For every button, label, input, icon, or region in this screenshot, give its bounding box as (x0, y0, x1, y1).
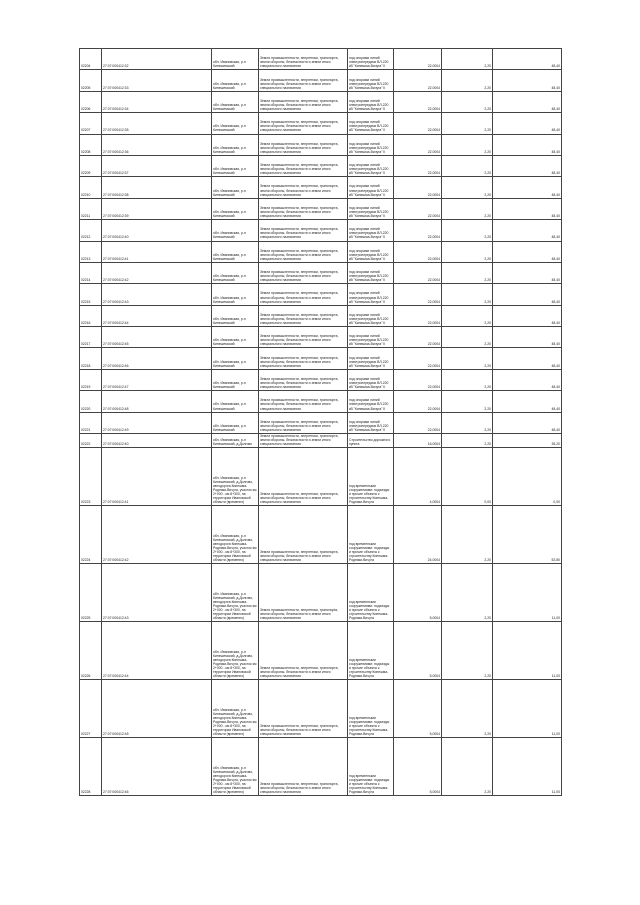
cell-rate-value: 2,20 (442, 262, 493, 283)
cell-permitted-use: под временными сооружениями: подъезды и прочие объекты к строительству Кинешма-Родники-Вичуга (348, 448, 394, 506)
cell-address: обл. Ивановская, р-н Кинешемский (212, 412, 259, 433)
cell-land-category: Земли промышленности, энергетики, транспорта, земли обороны, безопасности и земли иного специального назначения (259, 70, 348, 91)
cell-row-id: 02211 (80, 198, 102, 219)
cell-address: обл. Ивановская, р-н Кинешемский (212, 91, 259, 112)
cell-row-id: 02226 (80, 622, 102, 680)
cell-land-category: Земли промышленности, энергетики, транспорта, земли обороны, безопасности и земли иного специального назначения (259, 448, 348, 506)
cell-row-id: 02216 (80, 305, 102, 326)
cell-land-category: Земли промышленности, энергетики, транспорta, земли обороны, безопасности и земли иного специального назначения (259, 564, 348, 622)
cell-row-id: 02206 (80, 91, 102, 112)
cell-cadastral-number: 27:07:000412:43 (102, 284, 212, 305)
cell-address: обл. Ивановская, р-н Кинешемский (212, 134, 259, 155)
cell-area-value: 22,0004 (394, 284, 442, 305)
table-row (80, 622, 562, 680)
cell-cost-value: 48,40 (493, 177, 562, 198)
table-row (80, 220, 562, 241)
cell-permitted-use: под опорами линий электропередачи ВЛ-220 кВ "Кинешма-Вичуга" II (348, 49, 394, 70)
cell-permitted-use: под опорами линий электропередачи ВЛ-220 кВ "Кинешма-Вичуга" II (348, 391, 394, 412)
cell-rate-value: 2,20 (442, 70, 493, 91)
cell-land-category: Земли промышленности, энергетики, транспорта, земли обороны, безопасности и земли иного специального назначения (259, 49, 348, 70)
cell-area-value: 22,0004 (394, 305, 442, 326)
cell-land-category: Земли промышленности, энергетики, транспорта, земли обороны, безопасности и земли иного специального назначения (259, 305, 348, 326)
cell-cost-value: 11,00 (493, 680, 562, 738)
cell-cadastral-number: 27:07:000412:38 (102, 177, 212, 198)
cell-area-value: 22,0004 (394, 70, 442, 91)
cell-cost-value: 48,40 (493, 155, 562, 176)
cell-cadastral-number: 27:07:000412:42 (102, 262, 212, 283)
cell-row-id: 02225 (80, 564, 102, 622)
cell-cadastral-number: 27:07:000412:40 (102, 434, 212, 448)
cell-permitted-use: под опорами линий электропередачи ВЛ-220 кВ "Кинешма-Вичуга" II (348, 220, 394, 241)
cell-row-id: 02212 (80, 220, 102, 241)
cell-row-id: 02213 (80, 241, 102, 262)
cell-area-value: 22,0004 (394, 134, 442, 155)
cell-row-id: 02218 (80, 348, 102, 369)
cell-rate-value: 2,20 (442, 177, 493, 198)
cell-land-category: Земли промышленности, энергетики, транспорта, земли обороны, безопасности и земли иного специального назначения (259, 284, 348, 305)
cell-cost-value: 48,40 (493, 348, 562, 369)
table-row (80, 369, 562, 390)
cell-rate-value: 2,20 (442, 369, 493, 390)
cell-rate-value: 2,20 (442, 391, 493, 412)
cell-cost-value: 48,40 (493, 369, 562, 390)
cell-row-id: 02222 (80, 434, 102, 448)
cell-rate-value: 2,20 (442, 506, 493, 564)
cell-cadastral-number: 27:07:000412:47 (102, 369, 212, 390)
table-row (80, 448, 562, 506)
cell-area-value: 22,0004 (394, 241, 442, 262)
cell-cadastral-number: 27:07:000412:41 (102, 241, 212, 262)
cell-area-value: 5,0004 (394, 738, 442, 796)
cell-area-value: 22,0004 (394, 113, 442, 134)
cell-address: обл. Ивановская, р-н Кинешемский, д.Долгово, автодорога Кинешма-Родники-Вичуга, участок км 2+000 - км 8+300, на территории Ивановской области (временно) (212, 680, 259, 738)
cell-row-id: 02224 (80, 506, 102, 564)
cell-row-id: 02215 (80, 284, 102, 305)
cell-area-value: 16,0004 (394, 434, 442, 448)
cell-cost-value: 48,40 (493, 49, 562, 70)
cell-cadastral-number: 27:07:000412:44 (102, 622, 212, 680)
cell-land-category: Земли промышленности, энергетики, транспорта, земли обороны, безопасности и земли иного специального назначения (259, 198, 348, 219)
cell-cadastral-number: 27:07:000412:39 (102, 198, 212, 219)
cell-address: обл. Ивановская, р-н Кинешемский, д.Долгово, автодорога Кинешма-Родники-Вичуга, участок км 2+000 - км 8+300, на территории Ивановской области (временно) (212, 738, 259, 796)
table-row (80, 327, 562, 348)
cell-area-value: 22,0004 (394, 327, 442, 348)
cell-land-category: Земли промышленности, энергетики, транспорта, земли обороны, безопасности и земли иного специального назначения (259, 91, 348, 112)
cell-row-id: 02205 (80, 70, 102, 91)
table-body (80, 49, 562, 796)
document-sheet (79, 48, 561, 796)
cell-row-id: 02208 (80, 134, 102, 155)
cell-address: обл. Ивановская, р-н Кинешемский (212, 391, 259, 412)
table-row (80, 564, 562, 622)
table-row (80, 506, 562, 564)
cell-area-value: 24,0004 (394, 506, 442, 564)
cell-cadastral-number: 27:07:000412:49 (102, 412, 212, 433)
cell-cost-value: 48,40 (493, 284, 562, 305)
table-row (80, 348, 562, 369)
cell-rate-value: 2,20 (442, 284, 493, 305)
table-row (80, 113, 562, 134)
cell-cost-value: 48,40 (493, 391, 562, 412)
cell-land-category: Земли промышленности, энергетики, транспорта, земли обороны, безопасности и земли иного специального назначения (259, 220, 348, 241)
table-row (80, 680, 562, 738)
cell-permitted-use: под временными сооружениями: подъезды и прочие объекты к строительству Кинешма-Родники-Вичуга (348, 680, 394, 738)
cell-land-category: Земли промышленности, энергетики, транспорта, земли обороны, безопасности и земли иного специального назначения (259, 155, 348, 176)
cell-land-category: Земли промышленности, энергетики, транспорта, земли обороны, безопасности и земли иного специального назначения (259, 434, 348, 448)
cell-row-id: 02209 (80, 155, 102, 176)
cell-permitted-use: под опорами линий электропередачи ВЛ-220 кВ "Кинешма-Вичуга" II (348, 70, 394, 91)
cell-area-value: 22,0004 (394, 177, 442, 198)
cell-rate-value: 2,20 (442, 198, 493, 219)
cell-cost-value: 48,40 (493, 241, 562, 262)
cell-rate-value: 2,20 (442, 564, 493, 622)
cell-area-value: 22,0004 (394, 369, 442, 390)
cell-area-value: 22,0004 (394, 262, 442, 283)
cell-area-value: 22,0004 (394, 391, 442, 412)
cell-address: обл. Ивановская, р-н Кинешемский (212, 262, 259, 283)
cell-permitted-use: под опорами линий электропередачи ВЛ-220 кВ "Кинешма-Вичуга" II (348, 284, 394, 305)
cell-cost-value: 11,00 (493, 564, 562, 622)
cell-rate-value: 2,20 (442, 91, 493, 112)
cell-address: обл. Ивановская, р-н Кинешемский (212, 198, 259, 219)
table-row (80, 305, 562, 326)
cell-cost-value: 48,40 (493, 262, 562, 283)
cell-address: обл. Ивановская, р-н Кинешемский (212, 49, 259, 70)
cell-rate-value: 2,20 (442, 220, 493, 241)
cell-address: обл. Ивановская, р-н Кинешемский (212, 220, 259, 241)
cell-permitted-use: под опорами линий электропередачи ВЛ-220 кВ "Кинешма-Вичуга" II (348, 198, 394, 219)
cell-address: обл. Ивановская, р-н Кинешемский (212, 70, 259, 91)
cell-land-category: Земли промышленности, энергетики, транспорта, земли обороны, безопасности и земли иного специального назначения (259, 506, 348, 564)
cell-rate-value: 2,20 (442, 155, 493, 176)
cell-land-category: Земли промышленности, энергетики, транспорта, земли обороны, безопасности и земли иного специального назначения (259, 327, 348, 348)
cell-address: обл. Ивановская, р-н Кинешемский (212, 369, 259, 390)
cell-row-id: 02227 (80, 680, 102, 738)
cell-permitted-use: под опорами линий электропередачи ВЛ-220 кВ "Кинешма-Вичуга" II (348, 177, 394, 198)
cell-cost-value: 0,00 (493, 448, 562, 506)
cell-permitted-use: под опорами линий электропередачи ВЛ-220 кВ "Кинешма-Вичуга" II (348, 305, 394, 326)
cell-address: обл. Ивановская, р-н Кинешемский, д.Долгово (212, 434, 259, 448)
cell-address: обл. Ивановская, р-н Кинешемский (212, 113, 259, 134)
cell-rate-value: 2,20 (442, 305, 493, 326)
cell-row-id: 02223 (80, 448, 102, 506)
table-row (80, 284, 562, 305)
cell-permitted-use: под опорами линий электропередачи ВЛ-220 кВ "Кинешма-Вичуга" II (348, 369, 394, 390)
cell-permitted-use: под временными сооружениями: подъезды и прочие объекты к строительству Кинешма-Родники-Вичуга (348, 738, 394, 796)
cell-cadastral-number: 27:07:000412:33 (102, 70, 212, 91)
cell-area-value: 4,0004 (394, 448, 442, 506)
cell-permitted-use: под опорами линий электропередачи ВЛ-220 кВ "Кинешма-Вичуга" II (348, 155, 394, 176)
cell-address: обл. Ивановская, р-н Кинешемский (212, 284, 259, 305)
cell-cadastral-number: 27:07:000412:40 (102, 220, 212, 241)
cell-permitted-use: под опорами линий электропередачи ВЛ-220 кВ "Кинешма-Вичуга" II (348, 113, 394, 134)
cell-row-id: 02217 (80, 327, 102, 348)
cell-land-category: Земли промышленности, энергетики, транспорта, земли обороны, безопасности и земли иного специального назначения (259, 680, 348, 738)
cell-address: обл. Ивановская, р-н Кинешемский, д.Долгово, автодорога Кинешма-Родники-Вичуга, участок км 2+000 - км 8+300, на территории Ивановской области (временно) (212, 506, 259, 564)
cell-land-category: Земли промышленности, энергетики, транспорта, земли обороны, безопасности и земли иного специального назначения (259, 177, 348, 198)
table-row (80, 434, 562, 448)
cell-permitted-use: под опорами линий электропередачи ВЛ-220 кВ "Кинешма-Вичуга" II (348, 262, 394, 283)
cell-land-category: Земли промышленности, энергетики, транспорта, земли обороны, безопасности и земли иного специального назначения (259, 241, 348, 262)
cell-area-value: 22,0004 (394, 412, 442, 433)
cell-permitted-use: под опорами линий электропередачи ВЛ-220 кВ "Кинешма-Вичуга" II (348, 134, 394, 155)
cell-rate-value: 2,20 (442, 241, 493, 262)
table-row (80, 198, 562, 219)
cell-cadastral-number: 27:07:000412:43 (102, 564, 212, 622)
table-row (80, 70, 562, 91)
cell-area-value: 22,0004 (394, 49, 442, 70)
cell-rate-value: 2,20 (442, 348, 493, 369)
cell-permitted-use: под опорами линий электропередачи ВЛ-220 кВ "Кинешма-Вичуга" II (348, 412, 394, 433)
cell-rate-value: 2,20 (442, 49, 493, 70)
cell-cadastral-number: 27:07:000412:37 (102, 155, 212, 176)
cell-cost-value: 48,40 (493, 70, 562, 91)
cell-rate-value: 2,20 (442, 434, 493, 448)
cell-cost-value: 52,80 (493, 506, 562, 564)
cell-rate-value: 2,20 (442, 327, 493, 348)
cell-row-id: 02219 (80, 369, 102, 390)
table-row (80, 49, 562, 70)
cell-address: обл. Ивановская, р-н Кинешемский, д.Долгово, автодорога Кинешма-Родники-Вичуга, участок км 2+000 - км 8+300, на территории Ивановской области (временно) (212, 564, 259, 622)
cell-cost-value: 48,40 (493, 327, 562, 348)
table-row (80, 241, 562, 262)
cell-rate-value: 2,20 (442, 113, 493, 134)
cell-rate-value: 2,20 (442, 412, 493, 433)
table-row (80, 262, 562, 283)
cell-area-value: 22,0004 (394, 91, 442, 112)
cell-permitted-use: под опорами линий электропередачи ВЛ-220 кВ "Кинешма-Вичуга" II (348, 241, 394, 262)
cell-permitted-use: под опорами линий электропередачи ВЛ-220 кВ "Кинешма-Вичуга" II (348, 348, 394, 369)
cell-cost-value: 48,40 (493, 305, 562, 326)
cell-permitted-use: под временными сооружениями: подъезды и прочие объекты к строительству Кинешма-Родники-Вичуга (348, 564, 394, 622)
cell-area-value: 22,0004 (394, 220, 442, 241)
cell-land-category: Земли промышленности, энергетики, транспорта, земли обороны, безопасности и земли иного специального назначения (259, 348, 348, 369)
cell-land-category: Земли промышленности, энергетики, транспорта, земли обороны, безопасности и земли иного специального назначения (259, 391, 348, 412)
cell-area-value: 5,0004 (394, 564, 442, 622)
cell-cadastral-number: 27:07:000412:46 (102, 348, 212, 369)
table-row (80, 155, 562, 176)
cell-address: обл. Ивановская, р-н Кинешемский (212, 327, 259, 348)
cell-rate-value: 2,20 (442, 134, 493, 155)
cell-permitted-use: Строительство дорожного пункта (348, 434, 394, 448)
cell-cadastral-number: 27:07:000412:35 (102, 113, 212, 134)
cell-cost-value: 48,40 (493, 113, 562, 134)
cell-cost-value: 11,00 (493, 622, 562, 680)
cell-address: обл. Ивановская, р-н Кинешемский, д.Долгово, автодорога Кинешма-Родники-Вичуга, участок км 2+000 - км 8+300, на территории Ивановской области (временно) (212, 448, 259, 506)
cell-area-value: 5,0004 (394, 680, 442, 738)
cell-row-id: 02204 (80, 49, 102, 70)
cell-cost-value: 11,00 (493, 738, 562, 796)
cell-area-value: 22,0004 (394, 198, 442, 219)
cell-cost-value: 35,20 (493, 434, 562, 448)
cell-address: обл. Ивановская, р-н Кинешемский (212, 241, 259, 262)
cell-address: обл. Ивановская, р-н Кинешемский (212, 348, 259, 369)
cell-area-value: 22,0004 (394, 348, 442, 369)
cell-row-id: 02207 (80, 113, 102, 134)
cell-cadastral-number: 27:07:000412:42 (102, 506, 212, 564)
cell-cadastral-number: 27:07:000412:46 (102, 738, 212, 796)
cell-cadastral-number: 27:07:000412:41 (102, 448, 212, 506)
land-plots-table (79, 48, 562, 796)
table-row (80, 134, 562, 155)
table-row (80, 177, 562, 198)
cell-address: обл. Ивановская, р-н Кинешемский (212, 177, 259, 198)
cell-cost-value: 48,40 (493, 134, 562, 155)
cell-land-category: Земли промышленности, энергетики, транспорта, земли обороны, безопасности и земли иного специального назначения (259, 113, 348, 134)
cell-row-id: 02228 (80, 738, 102, 796)
cell-area-value: 5,0004 (394, 622, 442, 680)
cell-rate-value: 0,00 (442, 448, 493, 506)
cell-cadastral-number: 27:07:000412:32 (102, 49, 212, 70)
cell-row-id: 02210 (80, 177, 102, 198)
table-row (80, 738, 562, 796)
cell-cadastral-number: 27:07:000412:44 (102, 305, 212, 326)
cell-rate-value: 2,20 (442, 680, 493, 738)
cell-permitted-use: под опорами линий электропередачи ВЛ-220 кВ "Кинешма-Вичуга" II (348, 91, 394, 112)
cell-land-category: Земли промышленности, энергетики, транспорта, земли обороны, безопасности и земли иного специального назначения (259, 412, 348, 433)
table-row (80, 391, 562, 412)
cell-address: обл. Ивановская, р-н Кинешемский (212, 305, 259, 326)
cell-address: обл. Ивановская, р-н Кинешемский (212, 155, 259, 176)
cell-rate-value: 2,20 (442, 738, 493, 796)
cell-land-category: Земли промышленности, энергетики, транспорта, земли обороны, безопасности и земли иного специального назначения (259, 134, 348, 155)
cell-row-id: 02220 (80, 391, 102, 412)
cell-row-id: 02221 (80, 412, 102, 433)
cell-land-category: Земли промышленности, энергетики, транспорта, земли обороны, безопасности и земли иного специального назначения (259, 622, 348, 680)
cell-permitted-use: под временными сооружениями: подъезды и прочие объекты к строительству Кинешма-Родники-Вичуга (348, 622, 394, 680)
cell-cadastral-number: 27:07:000412:48 (102, 391, 212, 412)
cell-row-id: 02214 (80, 262, 102, 283)
cell-cost-value: 48,40 (493, 220, 562, 241)
cell-permitted-use: под временными сооружениями: подъезды и прочие объекты к строительству Кинешма-Родники-Вичуга (348, 506, 394, 564)
cell-cost-value: 48,40 (493, 91, 562, 112)
table-row (80, 412, 562, 433)
cell-cost-value: 48,40 (493, 198, 562, 219)
cell-address: обл. Ивановская, р-н Кинешемский, д.Долгово, автодорога Кинешма-Родники-Вичуга, участок км 2+000 - км 8+300, на территории Ивановской области (временно) (212, 622, 259, 680)
cell-rate-value: 2,20 (442, 622, 493, 680)
cell-land-category: Земли промышленности, энергетики, транспорта, земли обороны, безопасности и земли иного специального назначения (259, 262, 348, 283)
cell-area-value: 22,0004 (394, 155, 442, 176)
cell-cadastral-number: 27:07:000412:45 (102, 327, 212, 348)
cell-permitted-use: под опорами линий электропередачи ВЛ-220 кВ "Кинешма-Вичуга" II (348, 327, 394, 348)
cell-land-category: Земли промышленности, энергетики, транспорта, земли обороны, безопасности и земли иного специального назначения (259, 738, 348, 796)
cell-cost-value: 48,40 (493, 412, 562, 433)
cell-land-category: Земли промышленности, энергетики, транспорта, земли обороны, безопасности и земли иного специального назначения (259, 369, 348, 390)
cell-cadastral-number: 27:07:000412:45 (102, 680, 212, 738)
table-row (80, 91, 562, 112)
cell-cadastral-number: 27:07:000412:34 (102, 91, 212, 112)
cell-cadastral-number: 27:07:000412:36 (102, 134, 212, 155)
